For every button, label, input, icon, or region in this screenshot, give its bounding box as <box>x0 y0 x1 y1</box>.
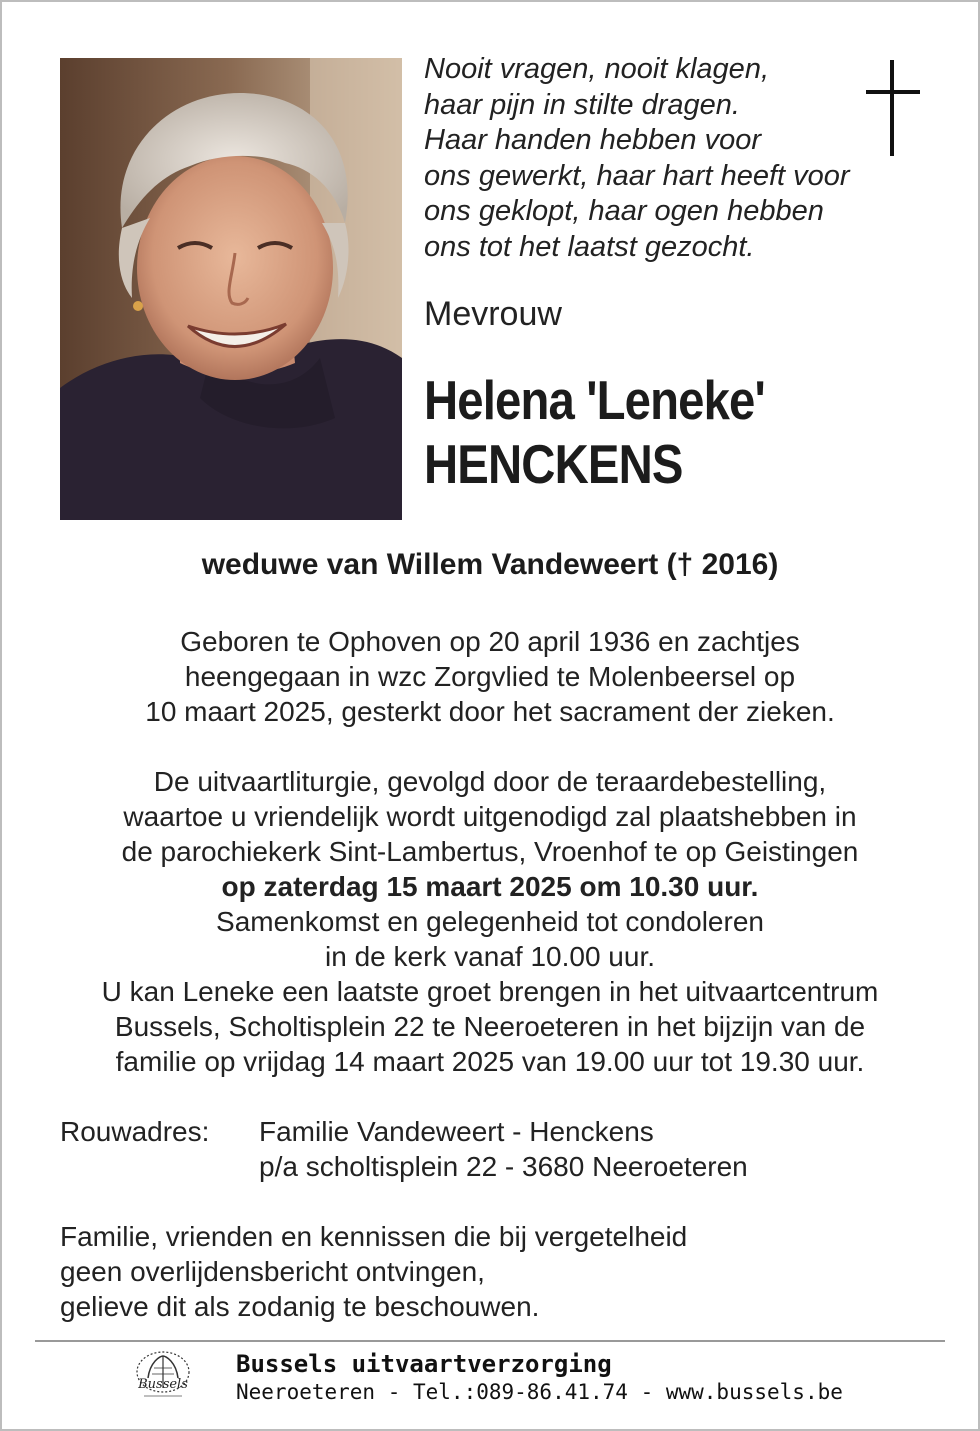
funeral-home-name: Bussels uitvaartverzorging <box>236 1350 612 1378</box>
salutation: Mevrouw <box>424 295 562 333</box>
family-note-line: Familie, vrienden en kennissen die bij vergetelheid <box>60 1221 688 1252</box>
poem-line: haar pijn in stilte dragen. <box>424 88 740 121</box>
family-note-line: geen overlijdensbericht ontvingen, <box>60 1256 485 1287</box>
funeral-line: waartoe u vriendelijk wordt uitgenodigd zal plaatshebben in <box>123 801 857 832</box>
poem-line: Haar handen hebben voor <box>424 124 761 156</box>
poem-line: ons geklopt, haar ogen hebben <box>424 195 824 227</box>
poem-line: Nooit vragen, nooit klagen, <box>424 53 769 85</box>
funeral-line: U kan Leneke een laatste groet brengen in het uitvaartcentrum <box>101 976 879 1007</box>
funeral-line: De uitvaartliturgie, gevolgd door de teraardebestelling, <box>153 766 827 797</box>
footer-divider <box>35 1340 945 1342</box>
birth-line: heengegaan in wzc Zorgvlied te Molenbeersel op <box>184 661 796 692</box>
birth-line: 10 maart 2025, gesterkt door het sacrament der zieken. <box>145 696 835 727</box>
birth-paragraph <box>30 624 950 729</box>
birth-line: Geboren te Ophoven op 20 april 1936 en zachtjes <box>180 626 800 657</box>
funeral-paragraph <box>30 764 950 1079</box>
family-note-line: gelieve dit als zodanig te beschouwen. <box>60 1291 540 1322</box>
logo-text: Bussels <box>138 1377 188 1392</box>
funeral-line: de parochiekerk Sint-Lambertus, Vroenhof te op Geistingen <box>121 836 859 867</box>
funeral-date: op zaterdag 15 maart 2025 om 10.30 uur. <box>221 871 759 902</box>
bussels-logo <box>130 1348 196 1411</box>
address-line: Familie Vandeweert - Henckens <box>259 1116 654 1147</box>
funeral-home-contact[interactable]: Neeroeteren - Tel.:089-86.41.74 - www.bussels.be <box>236 1380 843 1404</box>
address-line: p/a scholtisplein 22 - 3680 Neeroeteren <box>259 1151 748 1182</box>
funeral-line: in de kerk vanaf 10.00 uur. <box>325 941 655 972</box>
last-name: HENCKENS <box>424 433 683 495</box>
deceased-name <box>424 368 765 496</box>
first-name: Helena 'Leneke' <box>424 369 765 431</box>
address-lines <box>259 1114 748 1184</box>
poem-line: ons gewerkt, haar hart heeft voor <box>424 159 850 192</box>
funeral-line: Bussels, Scholtisplein 22 te Neeroeteren in het bijzijn van de <box>114 1011 866 1042</box>
widow-line: weduwe van Willem Vandeweert († 2016) <box>201 548 779 581</box>
poem-line: ons tot het laatst gezocht. <box>424 230 755 263</box>
portrait-photo <box>60 58 402 520</box>
poem <box>424 52 894 265</box>
family-note <box>60 1219 687 1324</box>
funeral-line: Samenkomst en gelegenheid tot condoleren <box>216 906 764 937</box>
cross-icon <box>863 60 923 165</box>
address-label: Rouwadres: <box>60 1116 210 1147</box>
funeral-line: familie op vrijdag 14 maart 2025 van 19.00 uur tot 19.30 uur. <box>115 1046 865 1077</box>
